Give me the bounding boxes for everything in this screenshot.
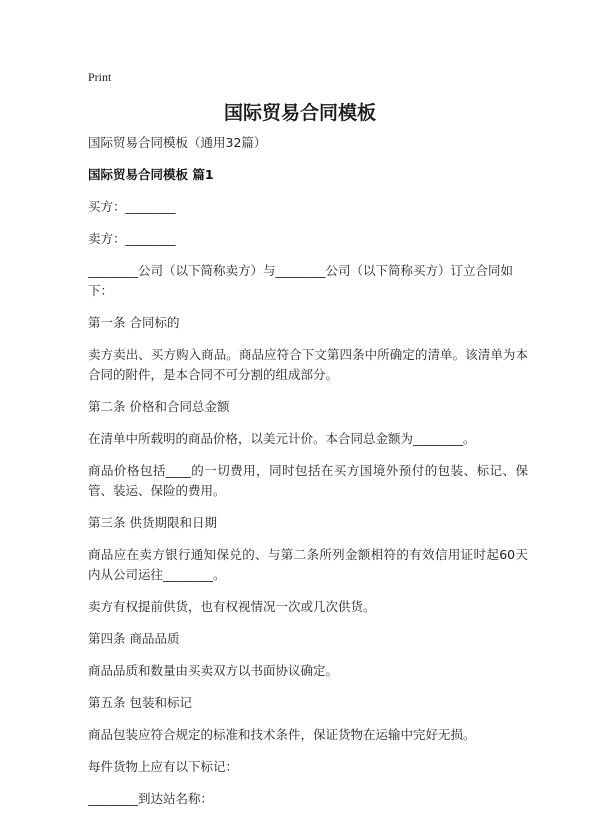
document-subtitle: 国际贸易合同模板（通用32篇） bbox=[88, 135, 267, 150]
article-5-body-2: 每件货物上应有以下标记： bbox=[88, 759, 239, 774]
intro-paragraph: ________公司（以下简称卖方）与________公司（以下简称买方）订立合同如下： bbox=[88, 263, 514, 298]
print-link[interactable]: Print bbox=[88, 70, 112, 84]
buyer-line: 买方：________ bbox=[88, 199, 176, 214]
article-1-body: 卖方卖出、买方购入商品。商品应符合下文第四条中所确定的清单。该清单为本合同的附件，是本合同不可分割的组成部分。 bbox=[88, 347, 528, 382]
article-3-title: 第三条 供货期限和日期 bbox=[88, 515, 217, 530]
article-2-title: 第二条 价格和合同总金额 bbox=[88, 399, 230, 414]
section-heading: 国际贸易合同模板 篇1 bbox=[88, 167, 214, 182]
article-5-body-1: 商品包装应符合规定的标准和技术条件，保证货物在运输中完好无损。 bbox=[88, 727, 476, 742]
article-5-body-3: ________到达站名称： bbox=[88, 791, 214, 806]
article-1-title: 第一条 合同标的 bbox=[88, 315, 180, 330]
article-4-title: 第四条 商品品质 bbox=[88, 631, 180, 646]
seller-line: 卖方：________ bbox=[88, 231, 176, 246]
page-title: 国际贸易合同模板 bbox=[223, 102, 376, 124]
article-3-body-1: 商品应在卖方银行通知保兑的、与第二条所列金额相符的有效信用证时起60天内从公司运往________。 bbox=[88, 547, 528, 582]
article-3-body-2: 卖方有权提前供货，也有权视情况一次或几次供货。 bbox=[88, 599, 376, 614]
article-5-title: 第五条 包装和标记 bbox=[88, 695, 192, 710]
article-4-body: 商品品质和数量由买卖双方以书面协议确定。 bbox=[88, 663, 339, 678]
article-2-body-1: 在清单中所载明的商品价格，以美元计价。本合同总金额为________。 bbox=[88, 431, 476, 446]
document-body bbox=[88, 133, 528, 821]
article-2-body-2: 商品价格包括____的一切费用，同时包括在买方国境外预付的包装、标记、保管、装运、保险的费用。 bbox=[88, 463, 528, 498]
